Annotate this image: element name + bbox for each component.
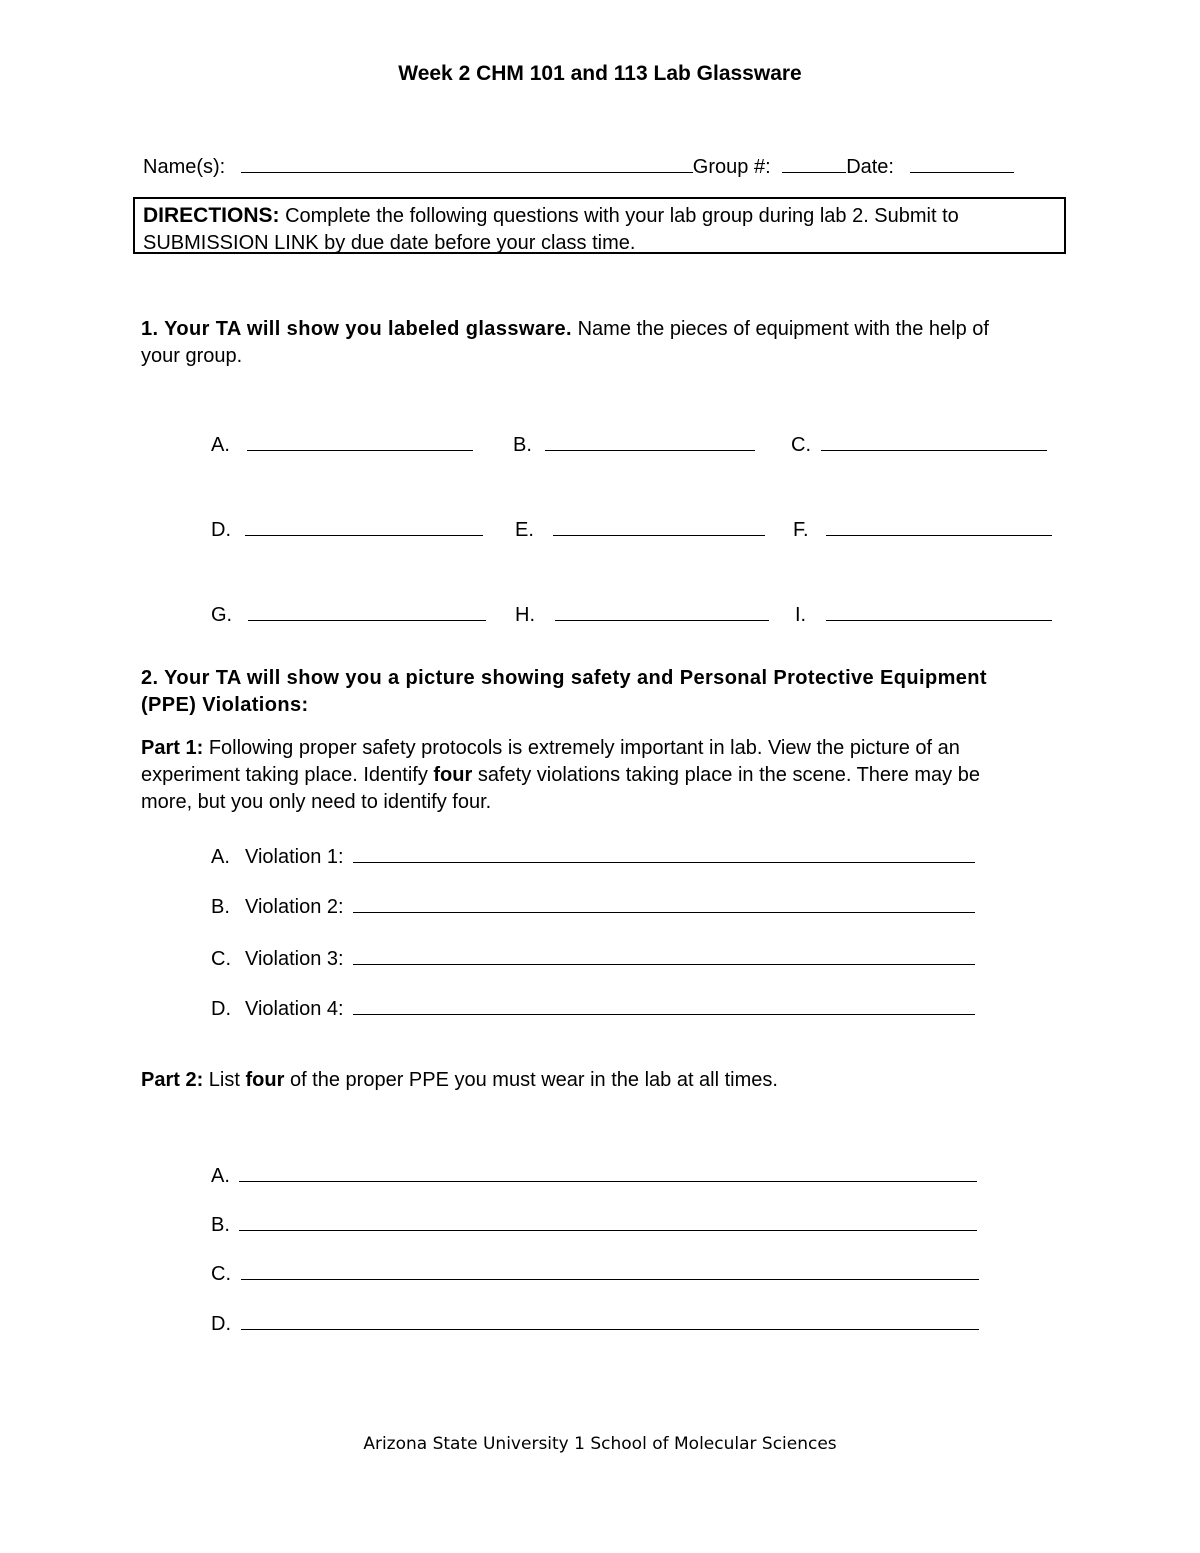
q1-label-f: F. [793, 519, 809, 541]
q1-answer-h [515, 600, 769, 629]
q1-answer-a [211, 430, 473, 459]
violation-row [211, 892, 975, 921]
ppe-blank[interactable] [241, 1259, 979, 1280]
q1-answer-g [211, 600, 486, 629]
q1-text2: your group. [141, 345, 243, 367]
part2-text [141, 1067, 778, 1094]
directions-line1: Complete the following questions with your lab group during lab 2. Submit to [285, 205, 959, 227]
violation-row [211, 842, 975, 871]
directions-line2: SUBMISSION LINK by due date before your class time. [143, 232, 636, 254]
part1-bold-four: four [433, 764, 473, 786]
q1-label-d: D. [211, 519, 231, 541]
q1-label-e: E. [515, 519, 534, 541]
date-blank[interactable] [910, 152, 1014, 173]
violation-letter: C. [211, 948, 231, 970]
violation-row [211, 944, 975, 973]
part1-text [141, 735, 980, 816]
part1-text2a: experiment taking place. Identify [141, 764, 434, 786]
violation-letter: A. [211, 846, 230, 868]
q1-label-i: I. [795, 604, 807, 626]
header-line [143, 152, 1014, 181]
part2-text-b: of the proper PPE you must wear in the lab at all times. [284, 1069, 778, 1091]
q2-heading [141, 665, 987, 719]
violation-blank[interactable] [353, 842, 975, 863]
date-label: Date: [846, 156, 894, 178]
q1-blank-g[interactable] [248, 600, 486, 621]
ppe-blank[interactable] [239, 1210, 977, 1231]
q1-label-a: A. [211, 434, 230, 456]
violation-letter: B. [211, 896, 230, 918]
part1-text3: more, but you only need to identify four. [141, 791, 492, 813]
q1-text1: Name the pieces of equipment with the help of [577, 318, 989, 340]
names-label: Name(s): [143, 156, 226, 178]
violation-row [211, 994, 975, 1023]
part1-text2b: safety violations taking place in the scene. There may be [472, 764, 980, 786]
part1-text1: Following proper safety protocols is extremely important in lab. View the picture of an [208, 737, 960, 759]
q2-line1: 2. Your TA will show you a picture showing safety and Personal Protective Equipment [141, 667, 987, 689]
q1-blank-a[interactable] [247, 430, 473, 451]
ppe-blank[interactable] [239, 1161, 977, 1182]
q1-bold: 1. Your TA will show you labeled glassware. [141, 318, 573, 340]
q1-answer-b [513, 430, 755, 459]
q1-blank-i[interactable] [826, 600, 1052, 621]
part1-label: Part 1: [141, 737, 204, 759]
violation-label: Violation 2: [245, 896, 344, 918]
ppe-row [211, 1161, 977, 1190]
violation-letter: D. [211, 998, 231, 1020]
q1-blank-e[interactable] [553, 515, 765, 536]
q1-label-b: B. [513, 434, 532, 456]
group-label: Group #: [692, 156, 771, 178]
q1-blank-f[interactable] [826, 515, 1052, 536]
q2-line2: (PPE) Violations: [141, 694, 309, 716]
q1-answer-d [211, 515, 483, 544]
violation-label: Violation 1: [245, 846, 344, 868]
ppe-row [211, 1309, 979, 1338]
q1-answer-f [793, 515, 1052, 544]
page-footer: Arizona State University 1 School of Molecular Sciences [363, 1434, 837, 1454]
q1-blank-h[interactable] [555, 600, 769, 621]
ppe-letter: C. [211, 1263, 231, 1285]
ppe-letter: D. [211, 1313, 231, 1335]
violation-label: Violation 3: [245, 948, 344, 970]
ppe-row [211, 1210, 977, 1239]
names-blank[interactable] [241, 152, 693, 173]
violation-blank[interactable] [353, 944, 975, 965]
part2-bold-four: four [245, 1069, 285, 1091]
q1-blank-b[interactable] [545, 430, 755, 451]
ppe-row [211, 1259, 979, 1288]
q1-label-g: G. [211, 604, 233, 626]
page-title: Week 2 CHM 101 and 113 Lab Glassware [398, 62, 802, 85]
q1-answer-c [791, 430, 1047, 459]
part2-text-a: List [203, 1069, 246, 1091]
q1-label-h: H. [515, 604, 535, 626]
group-blank[interactable] [782, 152, 846, 173]
part2-label: Part 2: [141, 1069, 204, 1091]
directions-box [133, 197, 1066, 254]
violation-label: Violation 4: [245, 998, 344, 1020]
ppe-blank[interactable] [241, 1309, 979, 1330]
q1-answer-i [795, 600, 1052, 629]
violation-blank[interactable] [353, 892, 975, 913]
violation-blank[interactable] [353, 994, 975, 1015]
q1-blank-c[interactable] [821, 430, 1047, 451]
ppe-letter: A. [211, 1165, 230, 1187]
q1-answer-e [515, 515, 765, 544]
q1-text [141, 316, 989, 370]
directions-label: DIRECTIONS: [143, 204, 280, 227]
q1-label-c: C. [791, 434, 811, 456]
q1-blank-d[interactable] [245, 515, 483, 536]
ppe-letter: B. [211, 1214, 230, 1236]
directions-text [143, 202, 959, 257]
